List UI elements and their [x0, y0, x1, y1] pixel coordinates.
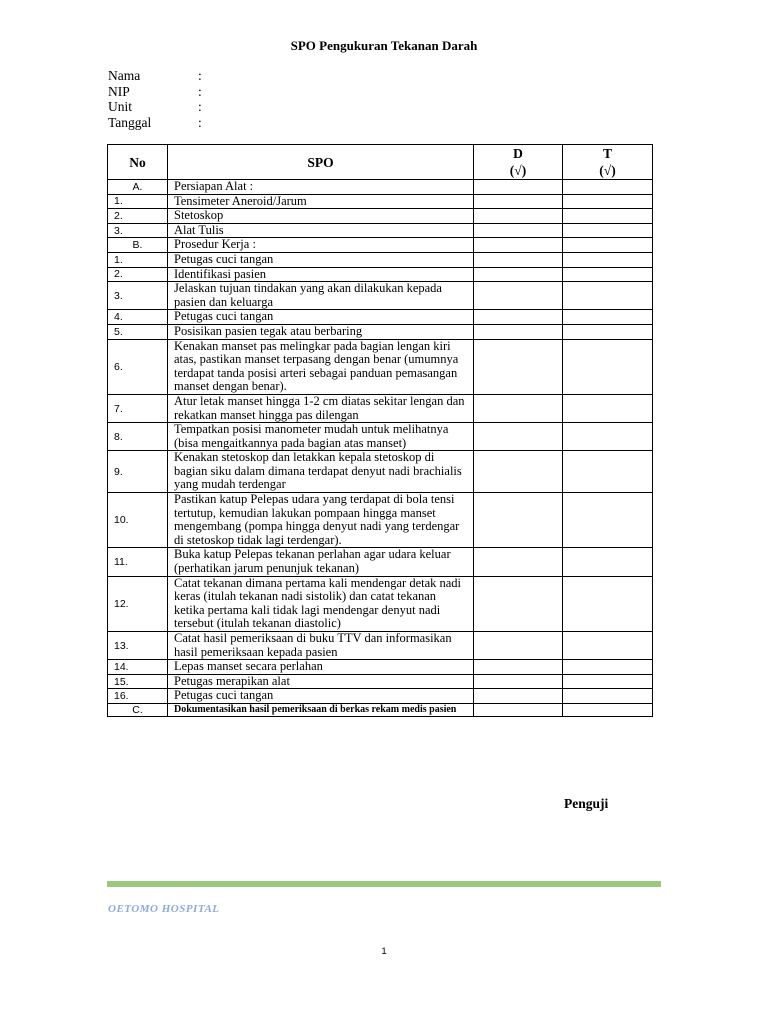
field-nip	[108, 84, 208, 100]
row-d-check-cell[interactable]	[474, 209, 563, 224]
row-t-check-cell[interactable]	[563, 324, 653, 339]
identity-fields	[108, 68, 208, 130]
table-row	[108, 194, 653, 209]
field-colon: :	[198, 83, 202, 99]
table-row	[108, 423, 653, 451]
row-procedure-text: Petugas merapikan alat	[168, 674, 474, 689]
row-procedure-text: Tempatkan posisi manometer mudah untuk melihatnya (bisa mengaitkannya pada bagian atas manset)	[168, 423, 474, 451]
row-number: 2.	[108, 209, 168, 224]
row-procedure-text: Kenakan manset pas melingkar pada bagian lengan kiri atas, pastikan manset terpasang dengan benar (umumnya terdapat tanda posisi arteri sebagai panduan pemasangan manset dengan benar).	[168, 339, 474, 394]
row-d-check-cell[interactable]	[474, 548, 563, 576]
table-row	[108, 451, 653, 493]
table-row	[108, 339, 653, 394]
row-d-check-cell[interactable]	[474, 267, 563, 282]
table-row	[108, 394, 653, 422]
row-t-check-cell[interactable]	[563, 209, 653, 224]
row-procedure-text: Posisikan pasien tegak atau berbaring	[168, 324, 474, 339]
table-row	[108, 310, 653, 325]
row-t-check-cell[interactable]	[563, 493, 653, 548]
row-number: C.	[108, 703, 168, 716]
row-procedure-text: Petugas cuci tangan	[168, 252, 474, 267]
field-nama	[108, 68, 208, 84]
header-d-mark: (√)	[509, 163, 527, 178]
footer-divider	[107, 881, 661, 887]
row-procedure-text: Petugas cuci tangan	[168, 310, 474, 325]
table-row	[108, 548, 653, 576]
row-t-check-cell[interactable]	[563, 282, 653, 310]
table-row	[108, 267, 653, 282]
row-procedure-text: Buka katup Pelepas tekanan perlahan agar udara keluar (perhatikan jarum penunjuk tekanan)	[168, 548, 474, 576]
row-procedure-text: Stetoskop	[168, 209, 474, 224]
field-colon: :	[198, 68, 202, 83]
row-procedure-text: Catat hasil pemeriksaan di buku TTV dan informasikan hasil pemeriksaan kepada pasien	[168, 632, 474, 660]
table-body	[108, 180, 653, 717]
row-number: 6.	[108, 339, 168, 394]
spo-checklist-table	[107, 144, 653, 717]
table-row	[108, 689, 653, 704]
row-t-check-cell[interactable]	[563, 660, 653, 675]
row-number: A.	[108, 180, 168, 195]
row-procedure-text: Jelaskan tujuan tindakan yang akan dilakukan kepada pasien dan keluarga	[168, 282, 474, 310]
row-d-check-cell[interactable]	[474, 493, 563, 548]
row-d-check-cell[interactable]	[474, 310, 563, 325]
table-row	[108, 324, 653, 339]
row-procedure-text: Persiapan Alat :	[168, 180, 474, 195]
row-procedure-text: Alat Tulis	[168, 223, 474, 238]
table-header-row	[108, 145, 653, 180]
row-d-check-cell[interactable]	[474, 660, 563, 675]
row-t-check-cell[interactable]	[563, 194, 653, 209]
row-number: 9.	[108, 451, 168, 493]
row-procedure-text: Lepas manset secara perlahan	[168, 660, 474, 675]
row-d-check-cell[interactable]	[474, 632, 563, 660]
row-t-check-cell[interactable]	[563, 180, 653, 195]
row-d-check-cell[interactable]	[474, 282, 563, 310]
row-procedure-text: Petugas cuci tangan	[168, 689, 474, 704]
row-d-check-cell[interactable]	[474, 339, 563, 394]
row-t-check-cell[interactable]	[563, 689, 653, 704]
row-t-check-cell[interactable]	[563, 451, 653, 493]
row-t-check-cell[interactable]	[563, 394, 653, 422]
row-t-check-cell[interactable]	[563, 238, 653, 253]
row-t-check-cell[interactable]	[563, 310, 653, 325]
row-number: 2.	[108, 267, 168, 282]
header-d-label: D	[513, 146, 523, 161]
row-t-check-cell[interactable]	[563, 576, 653, 631]
field-tanggal	[108, 115, 208, 131]
row-number: 5.	[108, 324, 168, 339]
row-number: B.	[108, 238, 168, 253]
hospital-name: OETOMO HOSPITAL	[108, 903, 220, 915]
row-d-check-cell[interactable]	[474, 252, 563, 267]
row-d-check-cell[interactable]	[474, 423, 563, 451]
header-t-mark: (√)	[599, 163, 616, 178]
row-t-check-cell[interactable]	[563, 223, 653, 238]
row-d-check-cell[interactable]	[474, 324, 563, 339]
header-d	[474, 145, 563, 180]
row-procedure-text: Atur letak manset hingga 1-2 cm diatas sekitar lengan dan rekatkan manset hingga pas dilengan	[168, 394, 474, 422]
row-t-check-cell[interactable]	[563, 548, 653, 576]
table-row	[108, 576, 653, 631]
examiner-label: Penguji	[564, 796, 609, 811]
field-label: NIP	[108, 83, 130, 99]
header-t	[563, 145, 653, 180]
row-d-check-cell[interactable]	[474, 451, 563, 493]
field-unit	[108, 99, 208, 115]
field-label: Unit	[108, 99, 133, 114]
row-number: 12.	[108, 576, 168, 631]
row-number: 10.	[108, 493, 168, 548]
row-number: 1.	[108, 194, 168, 209]
row-d-check-cell[interactable]	[474, 689, 563, 704]
table-row	[108, 282, 653, 310]
field-label: Tanggal	[108, 114, 152, 130]
row-d-check-cell[interactable]	[474, 576, 563, 631]
row-t-check-cell[interactable]	[563, 267, 653, 282]
table-row	[108, 223, 653, 238]
row-number: 7.	[108, 394, 168, 422]
row-procedure-text: Prosedur Kerja :	[168, 238, 474, 253]
field-label: Nama	[108, 68, 141, 83]
row-number: 3.	[108, 223, 168, 238]
field-colon: :	[198, 114, 202, 130]
row-t-check-cell[interactable]	[563, 423, 653, 451]
row-d-check-cell[interactable]	[474, 674, 563, 689]
table-row	[108, 238, 653, 253]
row-procedure-text: Identifikasi pasien	[168, 267, 474, 282]
header-t-label: T	[602, 146, 612, 161]
row-procedure-text: Tensimeter Aneroid/Jarum	[168, 194, 474, 209]
header-no: No	[108, 145, 168, 180]
table-row	[108, 703, 653, 716]
row-number: 16.	[108, 689, 168, 704]
row-number: 4.	[108, 310, 168, 325]
row-t-check-cell[interactable]	[563, 703, 653, 716]
row-t-check-cell[interactable]	[563, 339, 653, 394]
row-procedure-text: Kenakan stetoskop dan letakkan kepala stetoskop di bagian siku dalam dimana terdapat denyut nadi brachialis yang mudah terdengar	[168, 451, 474, 493]
field-colon: :	[198, 99, 202, 114]
row-procedure-text: Catat tekanan dimana pertama kali mendengar detak nadi keras (itulah tekanan nadi sistolik) dan catat tekanan ketika pertama kali tidak lagi mendengar denyut nadi tersebut (itulah tekanan diastolic)	[168, 576, 474, 631]
row-t-check-cell[interactable]	[563, 674, 653, 689]
table-row	[108, 209, 653, 224]
table-row	[108, 674, 653, 689]
header-spo: SPO	[168, 145, 474, 180]
row-number: 13.	[108, 632, 168, 660]
row-number: 14.	[108, 660, 168, 675]
row-number: 3.	[108, 282, 168, 310]
table-row	[108, 180, 653, 195]
row-d-check-cell[interactable]	[474, 223, 563, 238]
row-d-check-cell[interactable]	[474, 180, 563, 195]
row-procedure-text: Dokumentasikan hasil pemeriksaan di berkas rekam medis pasien	[168, 703, 474, 716]
row-number: 1.	[108, 252, 168, 267]
row-d-check-cell[interactable]	[474, 703, 563, 716]
table-row	[108, 493, 653, 548]
row-t-check-cell[interactable]	[563, 252, 653, 267]
row-number: 11.	[108, 548, 168, 576]
row-number: 15.	[108, 674, 168, 689]
row-d-check-cell[interactable]	[474, 238, 563, 253]
page-number: 1	[381, 946, 387, 957]
table-row	[108, 252, 653, 267]
row-t-check-cell[interactable]	[563, 632, 653, 660]
row-d-check-cell[interactable]	[474, 394, 563, 422]
table-row	[108, 660, 653, 675]
row-number: 8.	[108, 423, 168, 451]
table-row	[108, 632, 653, 660]
document-title: SPO Pengukuran Tekanan Darah	[290, 38, 478, 53]
row-procedure-text: Pastikan katup Pelepas udara yang terdapat di bola tensi tertutup, kemudian lakukan pompaan hingga manset mengembang (pompa hingga denyut nadi yang terdengar di stetoskop tidak lagi terdengar).	[168, 493, 474, 548]
row-d-check-cell[interactable]	[474, 194, 563, 209]
